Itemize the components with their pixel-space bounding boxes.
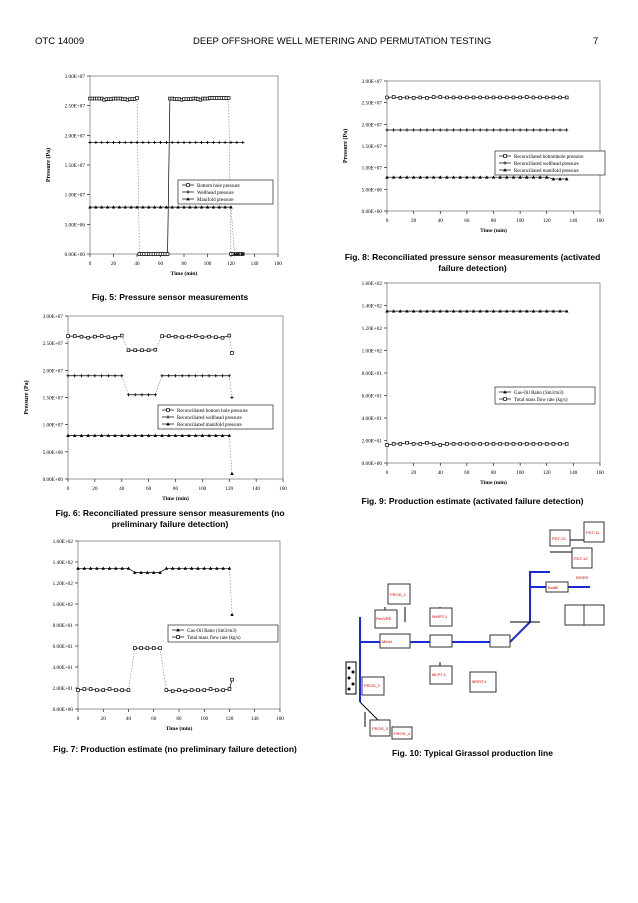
y-tick-label: 0.00E+00 — [42, 477, 63, 483]
legend-label: Reconciliated manifold pressure — [177, 422, 242, 428]
x-tick-label: 80 — [172, 486, 179, 492]
data-point — [532, 442, 535, 445]
data-point — [539, 442, 542, 445]
figure-6-chart — [18, 310, 293, 505]
x-tick-label: 60 — [464, 470, 470, 476]
x-tick-label: 0 — [66, 486, 70, 492]
y-tick-label: 2.00E+07 — [42, 368, 63, 375]
y-tick-label: 8.00E+01 — [52, 623, 73, 629]
data-point — [565, 96, 568, 99]
data-point — [432, 442, 435, 445]
data-point — [472, 96, 475, 99]
data-point — [392, 442, 395, 445]
data-point — [127, 349, 130, 352]
y-tick-label: 0.00E+00 — [361, 209, 382, 215]
data-point — [552, 96, 555, 99]
data-point — [406, 441, 409, 444]
x-axis-label: Time (min) — [480, 480, 507, 486]
data-point — [426, 97, 429, 100]
data-point — [184, 690, 187, 693]
data-point — [194, 335, 197, 338]
data-point — [499, 442, 502, 445]
data-point — [525, 96, 528, 99]
data-point — [412, 442, 415, 445]
data-point — [439, 444, 442, 447]
y-tick-label: 2.00E+01 — [52, 686, 73, 692]
data-point — [426, 441, 429, 444]
data-point — [67, 335, 70, 338]
x-tick-label: 60 — [464, 218, 470, 224]
legend — [168, 625, 278, 642]
diagram-box — [584, 605, 604, 625]
diagram-label: PROD_4 — [394, 731, 411, 736]
diagram-box — [565, 605, 585, 625]
data-point — [188, 335, 191, 338]
data-point — [552, 442, 555, 445]
data-point — [485, 96, 488, 99]
x-tick-label: 80 — [176, 716, 182, 722]
data-point — [140, 647, 143, 650]
x-tick-label: 40 — [437, 218, 443, 224]
x-tick-label: 20 — [100, 716, 106, 722]
legend-label: Reconciliated wellhead pressure — [177, 415, 242, 421]
x-tick-label: 20 — [411, 218, 417, 224]
x-tick-label: 140 — [569, 218, 578, 224]
x-tick-label: 120 — [542, 218, 551, 224]
data-point — [197, 689, 200, 692]
data-point — [439, 96, 442, 99]
data-point — [171, 690, 174, 693]
x-tick-label: 120 — [542, 470, 551, 476]
legend-marker — [504, 398, 507, 401]
legend — [178, 180, 273, 204]
y-tick-label: 5.00E+06 — [64, 222, 85, 229]
data-point — [174, 335, 177, 338]
data-point — [492, 442, 495, 445]
data-point — [159, 647, 162, 650]
data-point — [93, 335, 96, 338]
y-axis-label: Pressure (Pa) — [343, 128, 349, 164]
diagram-label: PDT-12 — [574, 556, 588, 561]
data-point — [146, 647, 149, 650]
x-axis-label: Time (min) — [170, 271, 198, 277]
data-point — [147, 349, 150, 352]
figure-6-caption: Fig. 6: Reconciliated pressure sensor measurements (no preliminary failure detection) — [55, 508, 285, 529]
data-point — [100, 335, 103, 338]
fig7-svg — [28, 535, 290, 735]
y-tick-label: 1.00E+07 — [361, 165, 382, 172]
data-point — [386, 96, 389, 99]
figure-8-caption: Fig. 8: Reconciliated pressure sensor measurements (activated failure detection) — [344, 252, 601, 273]
data-point — [392, 96, 395, 99]
x-tick-label: 60 — [146, 486, 152, 492]
data-point — [446, 442, 449, 445]
data-point — [519, 96, 522, 99]
x-tick-label: 40 — [125, 716, 132, 722]
x-tick-label: 80 — [181, 261, 187, 267]
legend-marker — [504, 155, 507, 158]
data-point — [432, 96, 435, 99]
data-point — [472, 442, 475, 445]
data-point — [419, 96, 422, 99]
data-point — [399, 97, 402, 100]
data-point — [141, 349, 144, 352]
figure-10-caption: Fig. 10: Typical Girassol production line — [392, 748, 553, 758]
data-point — [190, 689, 193, 692]
x-tick-label: 0 — [385, 470, 389, 476]
data-point — [134, 349, 137, 352]
diagram-label: WHPT-1 — [432, 614, 448, 619]
data-point — [154, 348, 157, 351]
data-point — [121, 689, 124, 692]
x-tick-label: 40 — [437, 470, 443, 476]
data-point — [505, 442, 508, 445]
y-tick-label: 0.00E+00 — [64, 252, 85, 258]
y-tick-label: 1.00E+02 — [361, 348, 382, 355]
x-tick-label: 120 — [225, 486, 234, 492]
data-point — [209, 688, 212, 691]
legend — [158, 405, 273, 429]
data-point — [525, 442, 528, 445]
data-point — [152, 647, 155, 650]
x-tick-label: 100 — [203, 261, 212, 267]
data-point — [479, 442, 482, 445]
legend — [495, 151, 605, 175]
data-point — [178, 689, 181, 692]
data-point — [208, 335, 211, 338]
x-tick-label: 160 — [276, 716, 284, 722]
data-point — [107, 336, 110, 339]
x-tick-label: 120 — [227, 261, 235, 267]
y-tick-label: 1.00E+07 — [64, 192, 85, 199]
y-tick-label: 0.00E+00 — [361, 461, 382, 467]
data-point — [161, 335, 164, 338]
x-tick-label: 140 — [569, 470, 578, 476]
figure-5-chart — [28, 70, 288, 288]
data-point — [227, 97, 230, 100]
y-tick-label: 2.00E+07 — [64, 133, 85, 140]
data-point — [221, 336, 224, 339]
diagram-label: PDT-11 — [586, 530, 600, 535]
x-tick-label: 140 — [250, 716, 259, 722]
data-point — [479, 96, 482, 99]
data-point — [452, 96, 455, 99]
x-tick-label: 20 — [110, 261, 117, 267]
y-tick-label: 1.20E+02 — [52, 581, 73, 587]
diagram-label: MRDT-1 — [472, 679, 487, 684]
fig6-svg — [18, 310, 293, 505]
y-tick-label: 1.50E+07 — [42, 395, 63, 402]
data-point — [499, 96, 502, 99]
diagram-label: PROD_1 — [390, 592, 407, 597]
legend-label: Reconciliated wellhead pressure — [514, 161, 579, 167]
data-point — [545, 442, 548, 445]
x-tick-label: 160 — [279, 486, 287, 492]
data-point — [231, 678, 234, 681]
x-tick-label: 100 — [516, 470, 525, 476]
fig8-svg — [335, 73, 610, 233]
y-tick-label: 2.50E+07 — [42, 341, 63, 348]
flow-line — [360, 572, 550, 642]
data-point — [465, 96, 468, 99]
y-tick-label: 6.00E+01 — [52, 644, 73, 650]
data-point — [203, 689, 206, 692]
data-point — [77, 689, 80, 692]
legend-marker — [187, 184, 190, 187]
data-point — [465, 442, 468, 445]
legend-marker — [177, 636, 180, 639]
figure-8-chart — [335, 73, 610, 233]
plot-area — [90, 76, 278, 254]
plot-area — [387, 81, 600, 211]
x-tick-label: 160 — [596, 470, 604, 476]
data-point — [73, 335, 76, 338]
legend-label: Reconciliated bottomhole pressure — [514, 154, 584, 160]
x-tick-label: 160 — [596, 218, 604, 224]
y-tick-label: 2.50E+07 — [361, 100, 382, 107]
data-point — [167, 335, 170, 338]
x-tick-label: 0 — [76, 716, 80, 722]
x-tick-label: 60 — [151, 716, 157, 722]
legend-label: Gas-Oil Ratio (Sm3/m3) — [187, 628, 237, 634]
figure-9-caption: Fig. 9: Production estimate (activated failure detection) — [361, 496, 584, 506]
x-tick-label: 80 — [490, 470, 497, 476]
legend — [495, 387, 595, 404]
y-tick-label: 1.00E+07 — [42, 422, 63, 429]
data-point — [165, 689, 168, 692]
x-tick-label: 40 — [134, 261, 140, 267]
data-point — [452, 442, 455, 445]
diagram-label: Bullitt — [548, 585, 558, 590]
data-point — [214, 336, 217, 339]
data-point — [539, 96, 542, 99]
data-point — [412, 97, 415, 100]
data-point — [166, 253, 169, 256]
data-point — [87, 336, 90, 339]
x-tick-label: 100 — [516, 218, 525, 224]
y-tick-label: 1.60E+02 — [361, 281, 382, 287]
data-point — [215, 689, 218, 692]
x-tick-label: 100 — [200, 716, 209, 722]
y-tick-label: 4.00E+01 — [52, 665, 73, 671]
diagram-label: MLPT-1 — [432, 672, 447, 677]
data-point — [565, 442, 568, 445]
data-point — [406, 96, 409, 99]
plot-area — [68, 316, 283, 479]
data-point — [446, 96, 449, 99]
x-tick-label: 100 — [198, 486, 207, 492]
x-tick-label: 40 — [119, 486, 125, 492]
data-point — [419, 442, 422, 445]
diagram-label: Mfold — [382, 639, 392, 644]
data-point — [512, 96, 515, 99]
diagram-svg — [340, 512, 610, 740]
y-tick-label: 1.20E+02 — [361, 326, 382, 332]
data-point — [136, 97, 139, 100]
data-point — [89, 688, 92, 691]
data-point — [399, 442, 402, 445]
y-tick-label: 0.00E+00 — [52, 707, 73, 713]
x-tick-label: 20 — [92, 486, 98, 492]
y-tick-label: 5.00E+06 — [42, 449, 63, 456]
y-tick-label: 2.00E+07 — [361, 122, 382, 129]
data-point — [231, 352, 234, 355]
girassol-production-line-diagram — [340, 512, 610, 740]
legend-label: Gas-Oil Ratio (Sm3/m3) — [514, 390, 564, 396]
y-axis-label: Pressure (Pa) — [24, 380, 30, 415]
figure-5-caption: Fig. 5: Pressure sensor measurements — [91, 292, 249, 302]
x-tick-label: 0 — [88, 261, 92, 267]
data-point — [96, 689, 99, 692]
y-tick-label: 1.00E+02 — [52, 602, 73, 608]
x-tick-label: 140 — [252, 486, 261, 492]
y-tick-label: 1.50E+07 — [64, 163, 85, 169]
data-point — [532, 96, 535, 99]
data-point — [80, 335, 83, 338]
header-title: DEEP OFFSHORE WELL METERING AND PERMUTATION TESTING — [193, 36, 492, 47]
y-tick-label: 1.40E+02 — [361, 303, 382, 310]
y-tick-label: 5.00E+06 — [361, 187, 382, 194]
data-point — [120, 334, 123, 337]
data-point — [114, 336, 117, 339]
legend-label: Bottom hole pressure — [197, 183, 240, 189]
y-tick-label: 1.50E+07 — [361, 144, 382, 150]
y-tick-label: 3.00E+07 — [42, 314, 63, 320]
x-tick-label: 60 — [157, 261, 164, 267]
data-point — [492, 96, 495, 99]
header-left: OTC 14009 — [35, 36, 85, 47]
y-tick-label: 3.00E+07 — [361, 79, 382, 85]
diagram-label: RecVRE — [376, 616, 392, 621]
legend-label: Total mass flow rate (kg/s) — [187, 635, 241, 641]
diagram-label: PROD_3 — [372, 726, 389, 731]
data-point — [201, 336, 204, 339]
diagram-label: RISER — [576, 575, 589, 580]
data-point — [114, 689, 117, 692]
y-tick-label: 6.00E+01 — [361, 393, 382, 400]
data-point — [102, 689, 105, 692]
x-axis-label: Time (min) — [162, 496, 189, 502]
x-tick-label: 20 — [411, 470, 417, 476]
data-point — [485, 442, 488, 445]
y-tick-label: 4.00E+01 — [361, 416, 382, 422]
legend-label: Total mass flow rate (kg/s) — [514, 397, 568, 403]
data-point — [83, 688, 86, 691]
data-point — [133, 647, 136, 650]
x-tick-label: 0 — [385, 218, 389, 224]
diagram-box — [430, 635, 452, 647]
diagram-label: PROD_2 — [364, 683, 381, 688]
y-tick-label: 2.50E+07 — [64, 103, 85, 110]
y-tick-label: 8.00E+01 — [361, 371, 382, 377]
figure-9-chart — [335, 277, 610, 489]
x-tick-label: 140 — [250, 261, 259, 267]
legend-label: Reconciliated bottom hole pressure — [177, 408, 248, 414]
data-point — [519, 442, 522, 445]
x-tick-label: 80 — [490, 218, 497, 224]
x-tick-label: 160 — [274, 261, 282, 267]
data-point — [108, 688, 111, 691]
data-point — [228, 688, 231, 691]
figure-7-caption: Fig. 7: Production estimate (no preliminary failure detection) — [53, 744, 297, 754]
data-point — [559, 442, 562, 445]
fig9-svg — [335, 277, 610, 489]
data-point — [222, 689, 225, 692]
data-point — [459, 442, 462, 445]
y-tick-label: 2.00E+01 — [361, 438, 382, 445]
x-axis-label: Time (min) — [165, 726, 193, 732]
legend-label: Manifold pressure — [197, 197, 234, 203]
legend-label: Reconciliated manifold pressure — [514, 168, 579, 174]
data-point — [459, 96, 462, 99]
data-point — [559, 96, 562, 99]
data-point — [181, 336, 184, 339]
legend-marker — [167, 409, 170, 412]
y-tick-label: 1.60E+02 — [52, 539, 73, 545]
x-tick-label: 120 — [225, 716, 234, 722]
y-axis-label: Pressure (Pa) — [46, 147, 52, 183]
data-point — [228, 334, 231, 337]
fig5-svg — [28, 70, 288, 288]
data-point — [545, 96, 548, 99]
data-point — [386, 444, 389, 447]
data-point — [127, 689, 130, 692]
page-number: 7 — [593, 36, 599, 47]
data-point — [512, 442, 515, 445]
figure-7-chart — [28, 535, 290, 735]
x-axis-label: Time (min) — [480, 228, 507, 234]
diagram-box — [490, 635, 510, 647]
data-point — [505, 96, 508, 99]
y-tick-label: 1.40E+02 — [52, 560, 73, 566]
legend-label: Wellhead pressure — [197, 190, 234, 196]
y-tick-label: 3.00E+07 — [64, 74, 85, 80]
diagram-label: PDT-10 — [552, 536, 566, 541]
